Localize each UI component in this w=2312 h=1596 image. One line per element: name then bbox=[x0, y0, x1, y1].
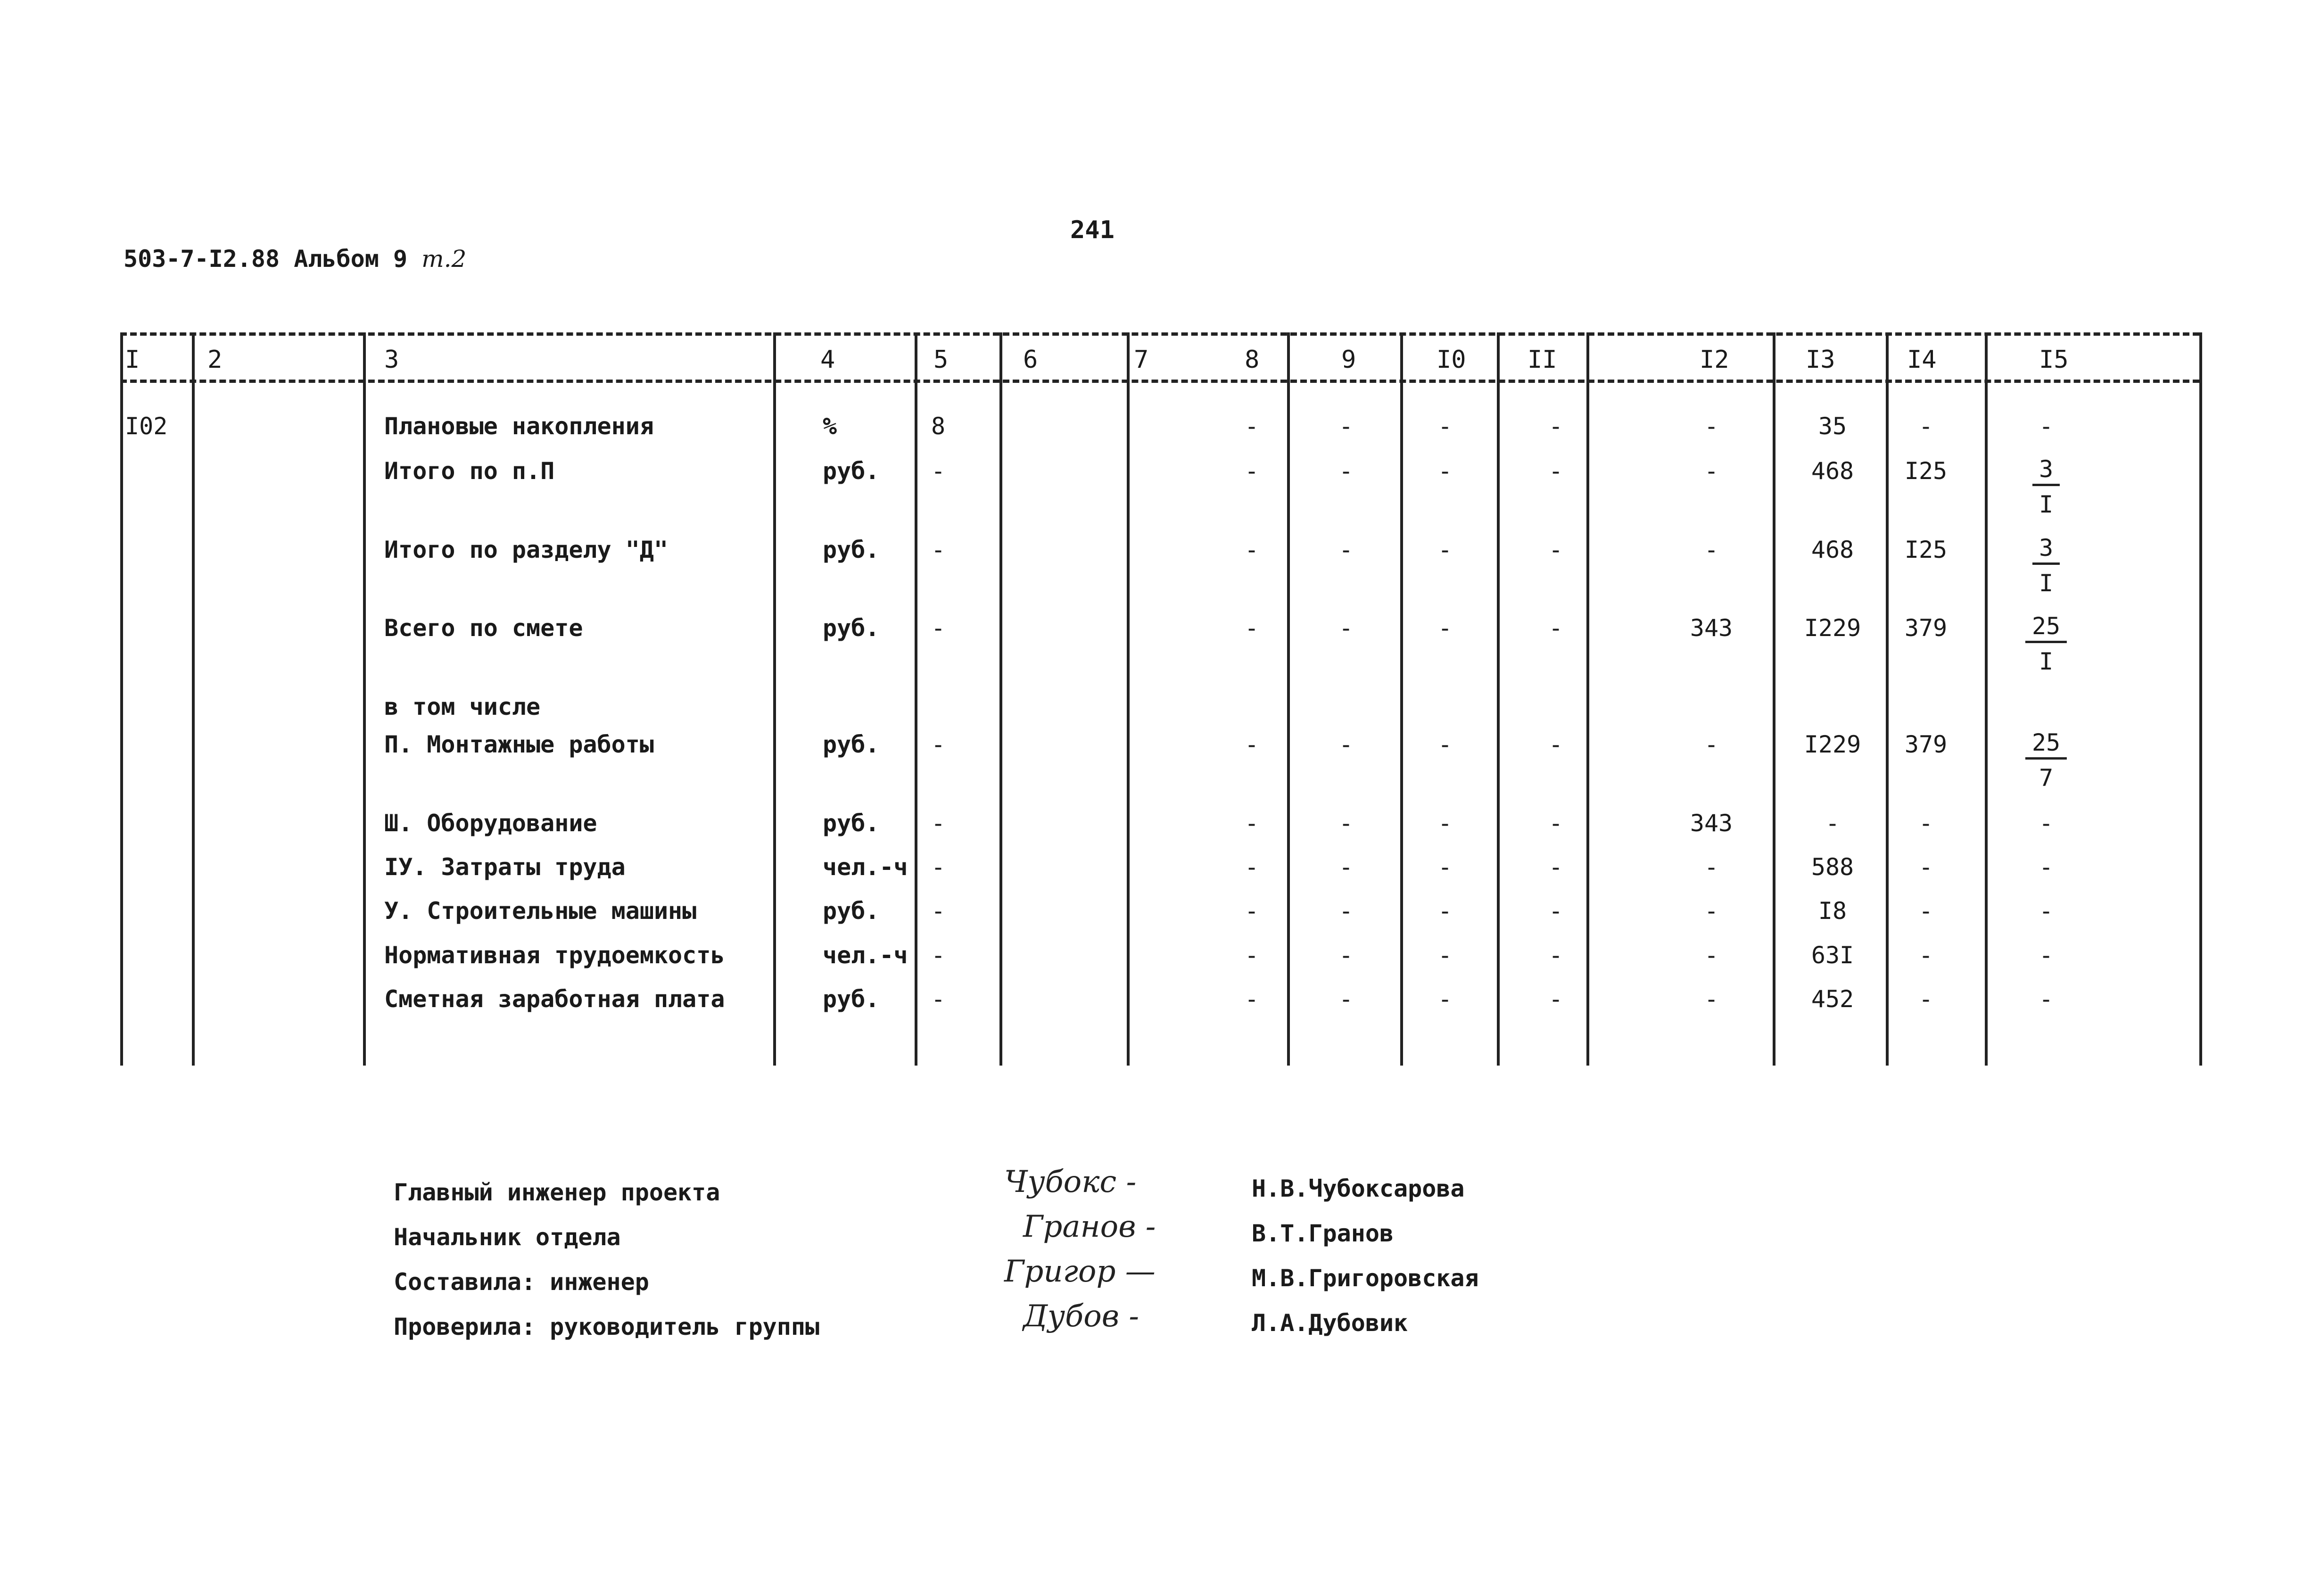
cell-c15: - bbox=[2039, 853, 2054, 881]
signatory-name: В.Т.Гранов bbox=[1252, 1220, 1394, 1247]
cell-c13: I229 bbox=[1804, 731, 1861, 758]
cell-c12: - bbox=[1704, 536, 1719, 563]
fraction-denominator: I bbox=[2039, 491, 2054, 518]
cell-c8: - bbox=[1244, 614, 1259, 642]
cell-c12: - bbox=[1704, 413, 1719, 440]
document-code: 503-7-I2.88 Альбом 9 bbox=[124, 245, 408, 273]
fraction-cell bbox=[2032, 536, 2060, 595]
cell-c12: - bbox=[1704, 985, 1719, 1013]
cell-c11: - bbox=[1548, 731, 1563, 758]
estimate-table bbox=[120, 332, 2199, 1066]
row-name: П. Монтажные работы bbox=[384, 731, 654, 758]
fraction-denominator: I bbox=[2039, 570, 2054, 597]
column-header: I bbox=[125, 346, 140, 374]
cell-c13: 468 bbox=[1811, 536, 1854, 563]
cell-c14: - bbox=[1918, 942, 1933, 969]
row-unit: руб. bbox=[823, 897, 880, 925]
cell-c14: 379 bbox=[1904, 614, 1948, 642]
fraction-cell bbox=[2025, 614, 2067, 673]
row-unit: руб. bbox=[823, 614, 880, 642]
cell-c5: 8 bbox=[931, 413, 946, 440]
column-divider bbox=[915, 332, 917, 1066]
column-header: 5 bbox=[933, 346, 949, 374]
column-header: I5 bbox=[2039, 346, 2069, 374]
row-unit: руб. bbox=[823, 810, 880, 837]
cell-c15: - bbox=[2039, 413, 2054, 440]
cell-c10: - bbox=[1437, 897, 1453, 925]
row-name: в том числе bbox=[384, 693, 541, 720]
signatory-title: Составила: инженер bbox=[394, 1268, 649, 1296]
cell-c11: - bbox=[1548, 985, 1563, 1013]
row-unit: чел.-ч bbox=[823, 853, 908, 881]
cell-c13: I229 bbox=[1804, 614, 1861, 642]
column-divider bbox=[192, 332, 195, 1066]
cell-c9: - bbox=[1338, 942, 1354, 969]
cell-c8: - bbox=[1244, 413, 1259, 440]
cell-c5: - bbox=[931, 457, 946, 485]
cell-c10: - bbox=[1437, 457, 1453, 485]
cell-c13: 35 bbox=[1818, 413, 1847, 440]
row-name: Ш. Оборудование bbox=[384, 810, 597, 837]
cell-c13: I8 bbox=[1818, 897, 1847, 925]
signatory-title: Начальник отдела bbox=[394, 1224, 621, 1251]
column-header: I3 bbox=[1806, 346, 1835, 374]
cell-c8: - bbox=[1244, 897, 1259, 925]
page-number: 241 bbox=[1070, 216, 1115, 244]
cell-c9: - bbox=[1338, 853, 1354, 881]
cell-c10: - bbox=[1437, 413, 1453, 440]
column-divider bbox=[1497, 332, 1500, 1066]
column-divider bbox=[773, 332, 776, 1066]
row-name: Всего по смете bbox=[384, 614, 583, 642]
column-divider bbox=[120, 332, 123, 1066]
handwritten-signature: Гранов - bbox=[1023, 1209, 1156, 1244]
row-unit: руб. bbox=[823, 731, 880, 758]
document-reference bbox=[124, 245, 466, 273]
cell-c5: - bbox=[931, 731, 946, 758]
cell-c8: - bbox=[1244, 853, 1259, 881]
row-unit: % bbox=[823, 413, 837, 440]
row-unit: руб. bbox=[823, 457, 880, 485]
cell-c8: - bbox=[1244, 536, 1259, 563]
cell-c10: - bbox=[1437, 614, 1453, 642]
row-name: У. Строительные машины bbox=[384, 897, 697, 925]
cell-c11: - bbox=[1548, 413, 1563, 440]
row-name: Итого по п.П bbox=[384, 457, 555, 485]
handwritten-signature: Дубов - bbox=[1023, 1299, 1139, 1334]
cell-c10: - bbox=[1437, 810, 1453, 837]
cell-c12: - bbox=[1704, 897, 1719, 925]
column-header: 2 bbox=[207, 346, 223, 374]
cell-c11: - bbox=[1548, 536, 1563, 563]
cell-c11: - bbox=[1548, 614, 1563, 642]
row-name: Сметная заработная плата bbox=[384, 985, 725, 1013]
cell-c15: - bbox=[2039, 985, 2054, 1013]
cell-c12: 343 bbox=[1690, 614, 1733, 642]
cell-c11: - bbox=[1548, 457, 1563, 485]
cell-c12: - bbox=[1704, 942, 1719, 969]
cell-c8: - bbox=[1244, 810, 1259, 837]
cell-c5: - bbox=[931, 853, 946, 881]
column-divider bbox=[1586, 332, 1589, 1066]
cell-c12: - bbox=[1704, 457, 1719, 485]
row-name: IУ. Затраты труда bbox=[384, 853, 626, 881]
cell-c5: - bbox=[931, 536, 946, 563]
fraction-numerator: 3 bbox=[2032, 457, 2060, 486]
column-header: 6 bbox=[1023, 346, 1038, 374]
cell-c14: I25 bbox=[1904, 536, 1948, 563]
cell-c14: 379 bbox=[1904, 731, 1948, 758]
fraction-cell bbox=[2032, 457, 2060, 516]
cell-c5: - bbox=[931, 614, 946, 642]
cell-c15: - bbox=[2039, 942, 2054, 969]
cell-c9: - bbox=[1338, 810, 1354, 837]
column-divider bbox=[1127, 332, 1130, 1066]
cell-c10: - bbox=[1437, 985, 1453, 1013]
cell-c14: - bbox=[1918, 853, 1933, 881]
column-header: 7 bbox=[1134, 346, 1149, 374]
column-header: 4 bbox=[820, 346, 835, 374]
cell-c9: - bbox=[1338, 413, 1354, 440]
cell-c14: - bbox=[1918, 985, 1933, 1013]
column-header: 9 bbox=[1341, 346, 1356, 374]
cell-c9: - bbox=[1338, 897, 1354, 925]
column-divider bbox=[1886, 332, 1889, 1066]
cell-c11: - bbox=[1548, 810, 1563, 837]
cell-c14: - bbox=[1918, 810, 1933, 837]
cell-c12: 343 bbox=[1690, 810, 1733, 837]
column-header: I0 bbox=[1437, 346, 1466, 374]
column-divider bbox=[999, 332, 1002, 1066]
cell-c9: - bbox=[1338, 985, 1354, 1013]
cell-c8: - bbox=[1244, 985, 1259, 1013]
cell-c13: 468 bbox=[1811, 457, 1854, 485]
cell-c14: - bbox=[1918, 413, 1933, 440]
column-header: I4 bbox=[1907, 346, 1937, 374]
signatory-name: Л.А.Дубовик bbox=[1252, 1309, 1408, 1337]
cell-c8: - bbox=[1244, 942, 1259, 969]
handwritten-signature: Чубокс - bbox=[1004, 1165, 1137, 1199]
column-divider bbox=[1400, 332, 1403, 1066]
row-name: Плановые накопления bbox=[384, 413, 654, 440]
cell-c8: - bbox=[1244, 731, 1259, 758]
document-volume-handwritten: т.2 bbox=[421, 245, 467, 273]
fraction-denominator: 7 bbox=[2039, 764, 2054, 792]
row-name: Итого по разделу "Д" bbox=[384, 536, 669, 563]
row-name: Нормативная трудоемкость bbox=[384, 942, 725, 969]
cell-c12: - bbox=[1704, 731, 1719, 758]
signatory-title: Проверила: руководитель группы bbox=[394, 1313, 820, 1340]
cell-c11: - bbox=[1548, 853, 1563, 881]
row-code: I02 bbox=[125, 413, 168, 440]
fraction-denominator: I bbox=[2039, 648, 2054, 675]
handwritten-signature: Григор — bbox=[1004, 1254, 1156, 1289]
cell-c5: - bbox=[931, 942, 946, 969]
column-header: 3 bbox=[384, 346, 399, 374]
fraction-numerator: 25 bbox=[2025, 731, 2067, 760]
cell-c13: - bbox=[1825, 810, 1840, 837]
cell-c15: - bbox=[2039, 810, 2054, 837]
row-unit: руб. bbox=[823, 985, 880, 1013]
cell-c5: - bbox=[931, 985, 946, 1013]
cell-c10: - bbox=[1437, 942, 1453, 969]
cell-c13: 588 bbox=[1811, 853, 1854, 881]
cell-c11: - bbox=[1548, 897, 1563, 925]
fraction-numerator: 25 bbox=[2025, 614, 2067, 643]
cell-c15: - bbox=[2039, 897, 2054, 925]
cell-c9: - bbox=[1338, 457, 1354, 485]
row-unit: чел.-ч bbox=[823, 942, 908, 969]
column-divider bbox=[363, 332, 366, 1066]
column-divider bbox=[1287, 332, 1290, 1066]
signatory-name: Н.В.Чубоксарова bbox=[1252, 1175, 1465, 1202]
fraction-numerator: 3 bbox=[2032, 536, 2060, 565]
signatory-title: Главный инженер проекта bbox=[394, 1179, 720, 1206]
column-divider bbox=[1985, 332, 1988, 1066]
fraction-cell bbox=[2025, 731, 2067, 790]
cell-c5: - bbox=[931, 810, 946, 837]
column-divider bbox=[1773, 332, 1775, 1066]
cell-c9: - bbox=[1338, 614, 1354, 642]
cell-c13: 63I bbox=[1811, 942, 1854, 969]
cell-c13: 452 bbox=[1811, 985, 1854, 1013]
cell-c8: - bbox=[1244, 457, 1259, 485]
cell-c11: - bbox=[1548, 942, 1563, 969]
column-header: 8 bbox=[1245, 346, 1260, 374]
cell-c14: - bbox=[1918, 897, 1933, 925]
cell-c10: - bbox=[1437, 731, 1453, 758]
column-header: II bbox=[1528, 346, 1557, 374]
cell-c14: I25 bbox=[1904, 457, 1948, 485]
cell-c9: - bbox=[1338, 536, 1354, 563]
cell-c10: - bbox=[1437, 853, 1453, 881]
signatory-name: М.В.Григоровская bbox=[1252, 1265, 1479, 1292]
column-header: I2 bbox=[1700, 346, 1729, 374]
row-unit: руб. bbox=[823, 536, 880, 563]
column-divider bbox=[2199, 332, 2202, 1066]
cell-c9: - bbox=[1338, 731, 1354, 758]
cell-c12: - bbox=[1704, 853, 1719, 881]
cell-c10: - bbox=[1437, 536, 1453, 563]
cell-c5: - bbox=[931, 897, 946, 925]
